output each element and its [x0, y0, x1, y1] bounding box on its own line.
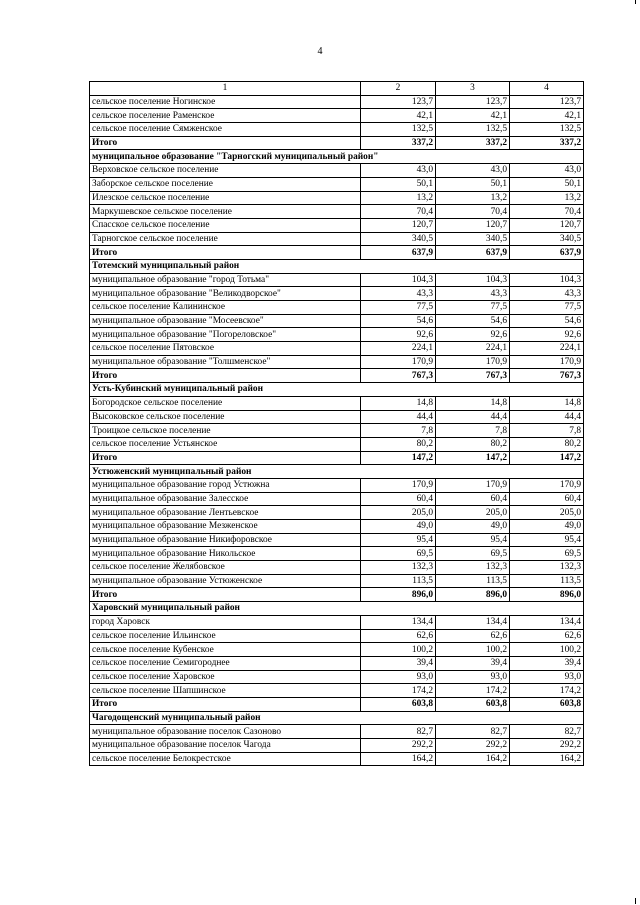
value-cell: 134,4 — [436, 615, 510, 629]
row-name: Спасское сельское поселение — [90, 218, 361, 232]
table-row — [90, 656, 584, 670]
row-name: муниципальное образование Мезженское — [90, 520, 361, 534]
value-cell: 637,9 — [510, 246, 584, 260]
row-name: муниципальное образование "Мосеевское" — [90, 314, 361, 328]
value-cell: 337,2 — [361, 136, 436, 150]
header-cell: 2 — [361, 82, 436, 96]
value-cell: 70,4 — [436, 205, 510, 219]
section-title: Тотемский муниципальный район — [90, 259, 584, 273]
header-cell: 4 — [510, 82, 584, 96]
value-cell: 7,8 — [361, 424, 436, 438]
value-cell: 132,3 — [510, 561, 584, 575]
value-cell: 134,4 — [510, 615, 584, 629]
value-cell: 224,1 — [361, 342, 436, 356]
value-cell: 104,3 — [510, 273, 584, 287]
value-cell: 77,5 — [510, 301, 584, 315]
value-cell: 292,2 — [361, 739, 436, 753]
row-name: сельское поселение Ногинское — [90, 95, 361, 109]
value-cell: 7,8 — [436, 424, 510, 438]
header-cell: 3 — [436, 82, 510, 96]
total-row — [90, 136, 584, 150]
value-cell: 50,1 — [436, 177, 510, 191]
value-cell: 54,6 — [510, 314, 584, 328]
table-row — [90, 287, 584, 301]
value-cell: 14,8 — [361, 396, 436, 410]
value-cell: 340,5 — [510, 232, 584, 246]
value-cell: 113,5 — [436, 574, 510, 588]
row-name: муниципальное образование "Погореловское" — [90, 328, 361, 342]
value-cell: 13,2 — [436, 191, 510, 205]
table-body — [90, 82, 584, 766]
section-title: Усть-Кубинский муниципальный район — [90, 383, 584, 397]
table-row — [90, 520, 584, 534]
table-row — [90, 574, 584, 588]
row-name: сельское поселение Семигороднее — [90, 656, 361, 670]
value-cell: 170,9 — [436, 355, 510, 369]
row-name: муниципальное образование "город Тотьма" — [90, 273, 361, 287]
value-cell: 767,3 — [436, 369, 510, 383]
table-row — [90, 342, 584, 356]
value-cell: 767,3 — [361, 369, 436, 383]
row-name: муниципальное образование поселок Чагода — [90, 739, 361, 753]
row-name: сельское поселение Пятовское — [90, 342, 361, 356]
row-name: муниципальное образование поселок Сазоново — [90, 725, 361, 739]
value-cell: 147,2 — [436, 451, 510, 465]
table-row — [90, 205, 584, 219]
section-row — [90, 465, 584, 479]
value-cell: 49,0 — [361, 520, 436, 534]
row-name: Илезское сельское поселение — [90, 191, 361, 205]
value-cell: 62,6 — [361, 629, 436, 643]
value-cell: 170,9 — [510, 355, 584, 369]
value-cell: 603,8 — [510, 697, 584, 711]
table-row — [90, 355, 584, 369]
value-cell: 100,2 — [361, 643, 436, 657]
row-name: сельское поселение Шапшинское — [90, 684, 361, 698]
value-cell: 120,7 — [510, 218, 584, 232]
table-row — [90, 643, 584, 657]
section-title: Устюженский муниципальный район — [90, 465, 584, 479]
value-cell: 104,3 — [361, 273, 436, 287]
total-row — [90, 369, 584, 383]
value-cell: 49,0 — [436, 520, 510, 534]
value-cell: 134,4 — [361, 615, 436, 629]
row-name: Итого — [90, 369, 361, 383]
value-cell: 43,3 — [436, 287, 510, 301]
value-cell: 174,2 — [361, 684, 436, 698]
table-row — [90, 533, 584, 547]
table-row — [90, 629, 584, 643]
value-cell: 292,2 — [436, 739, 510, 753]
value-cell: 42,1 — [510, 109, 584, 123]
section-row — [90, 383, 584, 397]
value-cell: 132,5 — [436, 123, 510, 137]
table-row — [90, 725, 584, 739]
value-cell: 337,2 — [510, 136, 584, 150]
total-row — [90, 246, 584, 260]
value-cell: 205,0 — [361, 506, 436, 520]
value-cell: 95,4 — [436, 533, 510, 547]
table-row — [90, 424, 584, 438]
value-cell: 77,5 — [361, 301, 436, 315]
total-row — [90, 451, 584, 465]
row-name: муниципальное образование Лентьевское — [90, 506, 361, 520]
row-name: Итого — [90, 697, 361, 711]
total-row — [90, 588, 584, 602]
value-cell: 50,1 — [510, 177, 584, 191]
row-name: муниципальное образование Залесское — [90, 492, 361, 506]
table-row — [90, 561, 584, 575]
row-name: сельское поселение Устьянское — [90, 437, 361, 451]
value-cell: 174,2 — [436, 684, 510, 698]
value-cell: 337,2 — [436, 136, 510, 150]
value-cell: 62,6 — [436, 629, 510, 643]
value-cell: 14,8 — [436, 396, 510, 410]
value-cell: 170,9 — [361, 478, 436, 492]
value-cell: 896,0 — [436, 588, 510, 602]
value-cell: 80,2 — [436, 437, 510, 451]
row-name: сельское поселение Желябовское — [90, 561, 361, 575]
value-cell: 637,9 — [361, 246, 436, 260]
row-name: Итого — [90, 588, 361, 602]
section-title: Харовский муниципальный район — [90, 602, 584, 616]
value-cell: 147,2 — [361, 451, 436, 465]
value-cell: 54,6 — [361, 314, 436, 328]
row-name: город Харовск — [90, 615, 361, 629]
value-cell: 13,2 — [510, 191, 584, 205]
value-cell: 82,7 — [361, 725, 436, 739]
value-cell: 224,1 — [436, 342, 510, 356]
value-cell: 224,1 — [510, 342, 584, 356]
row-name: Итого — [90, 451, 361, 465]
value-cell: 603,8 — [361, 697, 436, 711]
value-cell: 44,4 — [510, 410, 584, 424]
value-cell: 637,9 — [436, 246, 510, 260]
value-cell: 42,1 — [361, 109, 436, 123]
value-cell: 13,2 — [361, 191, 436, 205]
row-name: муниципальное образование Никифоровское — [90, 533, 361, 547]
row-name: муниципальное образование "Великодворское" — [90, 287, 361, 301]
table-row — [90, 123, 584, 137]
row-name: Маркушевское сельское поселение — [90, 205, 361, 219]
table-row — [90, 301, 584, 315]
value-cell: 100,2 — [436, 643, 510, 657]
value-cell: 205,0 — [510, 506, 584, 520]
row-name: муниципальное образование "Толшменское" — [90, 355, 361, 369]
table-row — [90, 164, 584, 178]
value-cell: 123,7 — [510, 95, 584, 109]
value-cell: 43,3 — [510, 287, 584, 301]
value-cell: 43,0 — [436, 164, 510, 178]
margin-mark — [635, 898, 636, 904]
value-cell: 767,3 — [510, 369, 584, 383]
value-cell: 44,4 — [361, 410, 436, 424]
table-row — [90, 615, 584, 629]
value-cell: 147,2 — [510, 451, 584, 465]
value-cell: 93,0 — [510, 670, 584, 684]
value-cell: 92,6 — [436, 328, 510, 342]
table-row — [90, 109, 584, 123]
value-cell: 39,4 — [510, 656, 584, 670]
margin-mark — [635, 0, 636, 4]
table-row — [90, 506, 584, 520]
value-cell: 62,6 — [510, 629, 584, 643]
row-name: сельское поселение Кубенское — [90, 643, 361, 657]
value-cell: 132,3 — [436, 561, 510, 575]
value-cell: 92,6 — [510, 328, 584, 342]
value-cell: 603,8 — [436, 697, 510, 711]
value-cell: 205,0 — [436, 506, 510, 520]
value-cell: 93,0 — [436, 670, 510, 684]
table-row — [90, 177, 584, 191]
section-row — [90, 711, 584, 725]
value-cell: 82,7 — [510, 725, 584, 739]
value-cell: 54,6 — [436, 314, 510, 328]
value-cell: 164,2 — [361, 752, 436, 766]
value-cell: 174,2 — [510, 684, 584, 698]
value-cell: 60,4 — [436, 492, 510, 506]
row-name: сельское поселение Раменское — [90, 109, 361, 123]
row-name: Троицкое сельское поселение — [90, 424, 361, 438]
value-cell: 70,4 — [510, 205, 584, 219]
table-row — [90, 191, 584, 205]
table-row — [90, 410, 584, 424]
value-cell: 42,1 — [436, 109, 510, 123]
row-name: Заборское сельское поселение — [90, 177, 361, 191]
table-row — [90, 232, 584, 246]
value-cell: 170,9 — [361, 355, 436, 369]
table-row — [90, 492, 584, 506]
value-cell: 164,2 — [436, 752, 510, 766]
value-cell: 43,3 — [361, 287, 436, 301]
table-header-row — [90, 82, 584, 96]
value-cell: 292,2 — [510, 739, 584, 753]
section-row — [90, 259, 584, 273]
value-cell: 170,9 — [436, 478, 510, 492]
value-cell: 7,8 — [510, 424, 584, 438]
table-row — [90, 478, 584, 492]
value-cell: 132,5 — [361, 123, 436, 137]
header-cell: 1 — [90, 82, 361, 96]
value-cell: 80,2 — [510, 437, 584, 451]
row-name: сельское поселение Харовское — [90, 670, 361, 684]
table-row — [90, 396, 584, 410]
row-name: Тарногское сельское поселение — [90, 232, 361, 246]
row-name: Богородское сельское поселение — [90, 396, 361, 410]
row-name: сельское поселение Белокрестское — [90, 752, 361, 766]
value-cell: 43,0 — [510, 164, 584, 178]
value-cell: 120,7 — [361, 218, 436, 232]
row-name: Итого — [90, 246, 361, 260]
table-row — [90, 437, 584, 451]
value-cell: 340,5 — [436, 232, 510, 246]
value-cell: 896,0 — [510, 588, 584, 602]
value-cell: 60,4 — [510, 492, 584, 506]
value-cell: 80,2 — [361, 437, 436, 451]
value-cell: 100,2 — [510, 643, 584, 657]
value-cell: 95,4 — [361, 533, 436, 547]
value-cell: 43,0 — [361, 164, 436, 178]
row-name: муниципальное образование Устюженское — [90, 574, 361, 588]
table-row — [90, 684, 584, 698]
value-cell: 69,5 — [436, 547, 510, 561]
value-cell: 50,1 — [361, 177, 436, 191]
table-row — [90, 314, 584, 328]
value-cell: 39,4 — [361, 656, 436, 670]
value-cell: 132,5 — [510, 123, 584, 137]
value-cell: 39,4 — [436, 656, 510, 670]
value-cell: 82,7 — [436, 725, 510, 739]
section-title: Чагодощенский муниципальный район — [90, 711, 584, 725]
value-cell: 14,8 — [510, 396, 584, 410]
section-row — [90, 602, 584, 616]
total-row — [90, 697, 584, 711]
value-cell: 113,5 — [361, 574, 436, 588]
table-row — [90, 95, 584, 109]
value-cell: 164,2 — [510, 752, 584, 766]
value-cell: 123,7 — [436, 95, 510, 109]
table-row — [90, 752, 584, 766]
section-row — [90, 150, 584, 164]
value-cell: 113,5 — [510, 574, 584, 588]
value-cell: 77,5 — [436, 301, 510, 315]
value-cell: 170,9 — [510, 478, 584, 492]
table-row — [90, 670, 584, 684]
value-cell: 93,0 — [361, 670, 436, 684]
value-cell: 49,0 — [510, 520, 584, 534]
value-cell: 69,5 — [361, 547, 436, 561]
value-cell: 44,4 — [436, 410, 510, 424]
value-cell: 132,3 — [361, 561, 436, 575]
table-row — [90, 547, 584, 561]
section-title: муниципальное образование "Тарногский муниципальный район" — [90, 150, 584, 164]
table-row — [90, 218, 584, 232]
table-row — [90, 328, 584, 342]
row-name: сельское поселение Калининское — [90, 301, 361, 315]
row-name: сельское поселение Ильинское — [90, 629, 361, 643]
value-cell: 69,5 — [510, 547, 584, 561]
value-cell: 896,0 — [361, 588, 436, 602]
data-table — [89, 81, 584, 766]
row-name: сельское поселение Сямженское — [90, 123, 361, 137]
value-cell: 92,6 — [361, 328, 436, 342]
value-cell: 60,4 — [361, 492, 436, 506]
value-cell: 340,5 — [361, 232, 436, 246]
value-cell: 104,3 — [436, 273, 510, 287]
page-number: 4 — [317, 46, 323, 57]
row-name: Итого — [90, 136, 361, 150]
table-row — [90, 273, 584, 287]
row-name: муниципальное образование Никольское — [90, 547, 361, 561]
value-cell: 70,4 — [361, 205, 436, 219]
table-row — [90, 739, 584, 753]
row-name: Верховское сельское поселение — [90, 164, 361, 178]
value-cell: 95,4 — [510, 533, 584, 547]
value-cell: 123,7 — [361, 95, 436, 109]
value-cell: 120,7 — [436, 218, 510, 232]
row-name: муниципальное образование город Устюжна — [90, 478, 361, 492]
row-name: Высоковское сельское поселение — [90, 410, 361, 424]
